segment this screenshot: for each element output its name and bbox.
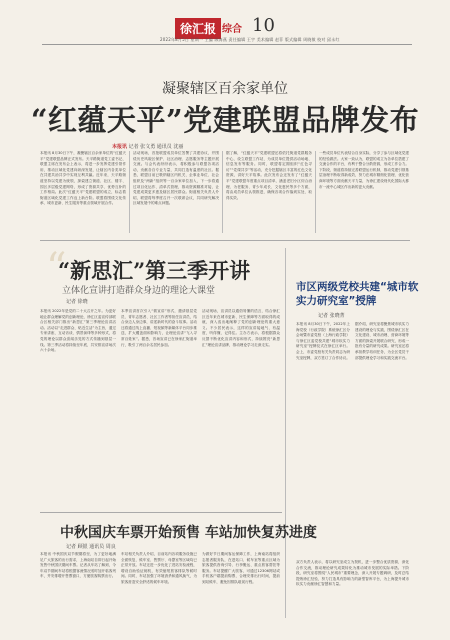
story2-column-3: 活动现场，宣讲员以通俗易懂的语言，结合徐汇区近年来在城市更新、民生保障等方面取得的成就，深入浅出地阐释了党的创新理论的重大意义。不少居民表示，这样的宣讲接地气、有温度，听得懂、记得住。主办方表示，将根据群众反馈不断优化宣讲内容和形式，持续擦亮“新思汇”理论宣讲品牌，推动理论学习走深走实。 bbox=[202, 309, 280, 347]
section-label: 综合 bbox=[222, 24, 242, 35]
story1-byline bbox=[112, 143, 183, 150]
story2-column-2: 本季宣讲首次引入“微宣讲”形式，邀请基层党员、青年志愿者、社区工作者等担任宣讲员，结合身边人身边事，讲述新时代的奋斗故事。活动还将通过线上直播、短视频等新媒体平台同步推送，扩大覆盖面和影响力，让理论宣讲“飞入寻常百姓家”。据悉，首场宣讲已在徐家汇街道举行，吸引了两百余名居民参加。 bbox=[121, 309, 197, 347]
newspaper-name: 徐汇报 bbox=[175, 18, 221, 39]
story1-column-1: 本报讯 8月30日下午，凝聚辖区百余家单位的“红蕴天平”党建联盟品牌正式发布。天平路街道党工委书记、联盟主席在发布会上表示，将进一步发挥党建引领作用，推动区域化党建向纵深发展，让辖区内各类单位在共建共治共享中实现互利共赢。近年来，天平路街道坚持以党建为统领，探索建立街道、社区、楼宇、园区多层级党建网络，形成了资源共享、优势互补的工作格局。此次“红蕴天平”党建联盟的成立，标志着街道区域化党建工作迈上新台阶。联盟将围绕文化传承、城市更新、民生服务等重点领域开展合作。 bbox=[40, 151, 126, 206]
story4-column-2: 据介绍，研究室将聚焦城市软实力建设的理论与实践，围绕徐汇区在文化建设、城市治理、营商环境等方面的探索开展联合研究，形成一批有分量的研究成果。研究室还将承担教学培训任务，为全区党员干部提供理论学习和实践交流平台。 bbox=[355, 322, 409, 360]
page-number: 10 bbox=[252, 15, 275, 36]
story1-byline-label: 本报讯 bbox=[112, 144, 128, 150]
story3-column-3: 为做好节日期间客运保障工作，上海南站将组织志愿者服务队，在进站口、候车室等重点区域为旅客提供咨询引导、行李搬运、重点旅客帮扶等服务。车站提醒广大旅客，可通过12306网站或手机客户端提前购票，合理安排出行时间，提前到站候车，避免因排队耽误行程。 bbox=[202, 552, 280, 584]
masthead-rule bbox=[42, 44, 412, 45]
story1-kicker: 凝聚辖区百余家单位 bbox=[162, 81, 288, 97]
story3-column-1: 本报讯 中秋国庆双节假期将至，为了更好地满足广大旅客的出行需求，上海南站自即日起开始发售中秋国庆期间车票。记者从车站了解到，今年双节期间车站将根据客流情况适时加开临客列车，并安排增开售票窗口，方便旅客购票出行。 bbox=[40, 552, 116, 579]
story4-column-3: 双方负责人表示，将以研究室成立为契机，进一步整合优质资源，深化合作交流，推动理论研究成果转化为推动城市发展的实际举措。下阶段，研究室将围绕“人民城市”重要理念，深入开展专题调研，及时总结提炼徐汇经验，努力打造具有影响力的新型智库平台，为上海提升城市软实力贡献徐汇智慧和力量。 bbox=[296, 560, 409, 618]
story2-subtitle: 立体化宣讲打造群众身边的理论大课堂 bbox=[62, 286, 216, 296]
column-divider bbox=[315, 151, 316, 233]
story2-column-1: 本报讯 2022年是党的二十大召开之年。为更好地让群众理解党的创新理论，徐汇区委宣传部联合区相关部门推出“新思汇”第三季理论宣讲活动。活动以“走进群众、贴近生活”为主旨，通过专家讲座、互动访谈、情景演绎等多种形式，将党的理论以群众喜闻乐见的方式传播到基层一线。第三季活动将持续至年底，共安排宣讲场次六十余场。 bbox=[40, 309, 116, 353]
story2-title: “新思汇”第三季开讲 bbox=[58, 258, 251, 283]
story4-byline: 记者 张晓菁 bbox=[318, 313, 345, 319]
story1-column-4: 一些成员单位代表结合自身实际，分享了参与区域化党建的经验做法。大家一致认为，联盟的成立为各单位搭建了交流合作的平台，有利于整合分散资源，形成工作合力。下阶段，街道将持续完善联盟运行机制，推动党建引领基层治理不断取得新成效，努力在城市精细化管理、优化营商环境等方面贡献天平力量，为徐汇建设现代化国际大都市一流中心城区作出新的更大贡献。 bbox=[319, 151, 409, 189]
story1-byline-text: 记者 张文勇 通讯员 沈丽 bbox=[128, 144, 184, 150]
column-divider bbox=[222, 151, 223, 233]
story2-byline: 记者 徐晓 bbox=[66, 299, 88, 305]
story1-column-3: 据了解，“红蕴天平”党建联盟还将依托街道党群服务中心，设立联盟工作站，为成员单位提供活动场地、信息发布等服务。同时，联盟将定期组织“红色寻访”“党课共享”等活动，充分挖掘辖区丰富的红色文化资源，讲好天平故事。此次发布会还发布了“红蕴天平”党建联盟年度重点项目清单，涵盖老旧小区综合治理、为老服务、青少年成长、文化惠民等多个方面，将由成员单位认领推进，确保各项合作落到实处、取得实效。 bbox=[226, 151, 312, 200]
story3-column-2: 车站相关负责人介绍，目前站内各项服务设施已全面恢复，候车室、售票厅、母婴室等区域均已正常开放。车站还进一步优化了进站安检流程，增设自助验证闸机，有效缩短旅客排队等候时间。同时，车站加强了环境消杀和通风换气，为旅客营造安全舒适的候车环境。 bbox=[121, 552, 197, 584]
section-divider bbox=[40, 512, 282, 513]
decorative-quote-mark: “ bbox=[46, 245, 67, 291]
story1-headline: “红蕴天平”党建联盟品牌发布 bbox=[30, 103, 420, 137]
story1-column-2: 活动现场，首批联盟成员单位签署了共建协议，并围绕历史风貌区保护、社区治理、志愿服务等主题开展交流。与会代表纷纷表示，将积极参与联盟各项活动，贡献各自专业力量，共同打造有温度的社区。据悉，联盟目前已吸纳辖区内机关、企事业单位、社会组织及“两新”组织等一百余家单位加入，下一步将通过项目化运作、清单式管理，推动资源精准对接，让党建成果更多惠及辖区居民群众。街道相关负责人介绍，联盟将每季度召开一次联席会议，共同研究解决区域发展中的难点问题。 bbox=[133, 151, 219, 206]
column-divider bbox=[129, 151, 130, 233]
date-line: 2022年8月5日 星期一 主编 顾海燕 责任编辑 王宇 美术编辑 赵菲 版式编辑 周晓敏 校对 邱永红 bbox=[160, 37, 340, 42]
column-divider bbox=[285, 248, 286, 618]
story3-title: 中秋国庆车票开始预售 车站加快复苏进度 bbox=[60, 525, 317, 541]
story4-column-1: 本报讯 8月30日下午，2022年上海党校（行政学院）系统徐汇区分会场暨市委党校（上海行政学院）与徐汇区委党校共建“城市软实力研究室”授牌仪式在徐汇区举行。会上，市委党校有关负责同志为研究室授牌，双方签订了合作协议。 bbox=[296, 322, 350, 360]
section-divider bbox=[40, 240, 410, 241]
story4-title: 市区两级党校共建“城市软实力研究室”授牌 bbox=[296, 281, 419, 307]
story3-byline: 记者 顾银 通讯员 周良 bbox=[66, 544, 116, 550]
